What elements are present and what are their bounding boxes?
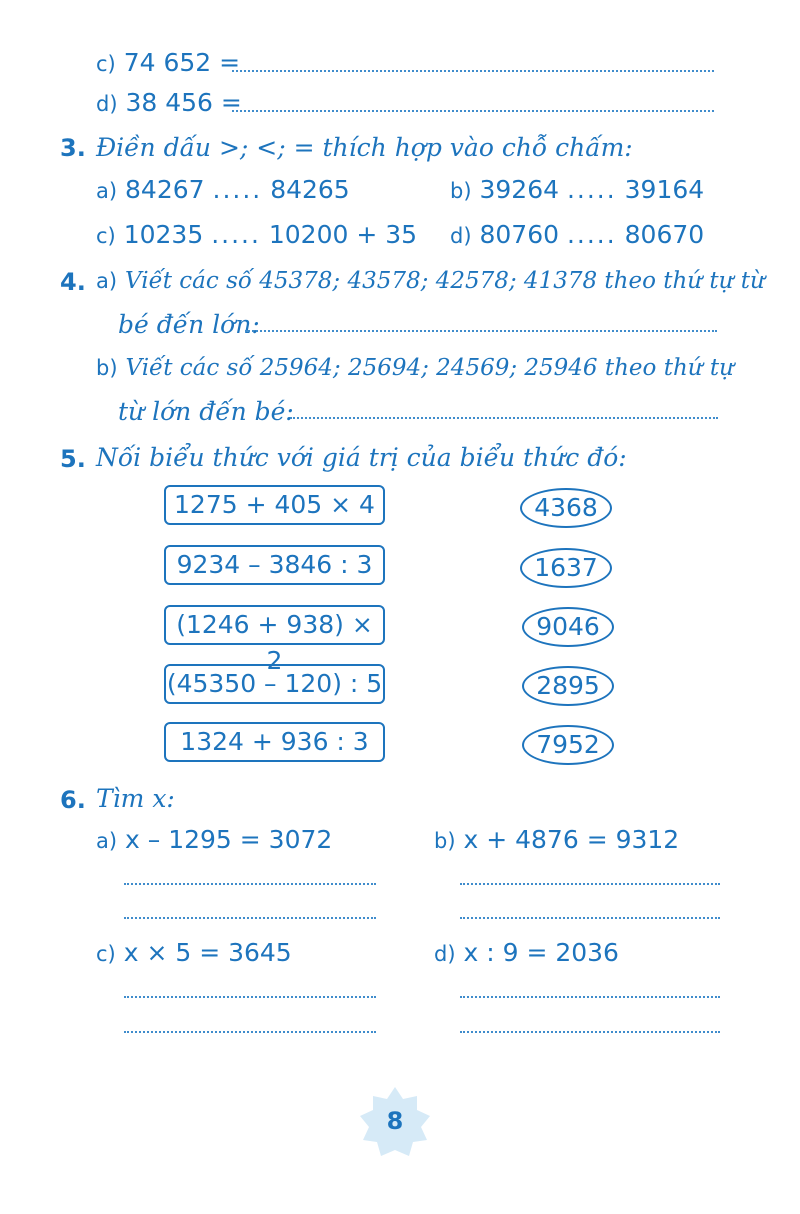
ex3-c-left: 10235 <box>123 220 204 249</box>
ex4-number: 4. <box>60 268 86 296</box>
ex6-c-label: c) <box>96 942 116 966</box>
ex6-number: 6. <box>60 786 86 814</box>
ex3-item-b <box>450 175 704 204</box>
ex4-b-text: Viết các số 25964; 25694; 24569; 25946 theo thứ tự <box>125 355 734 381</box>
ex2-d-label: d) <box>96 92 118 116</box>
value-oval: 1637 <box>520 548 612 588</box>
value-oval: 9046 <box>522 607 614 647</box>
answer-line <box>124 1031 376 1033</box>
ex4-b-label: b) <box>96 356 118 380</box>
ex3-a-dots: ..... <box>212 175 263 204</box>
ex2-item-d <box>96 88 242 117</box>
value-oval: 2895 <box>522 666 614 706</box>
ex4-b-line2: từ lớn đến bé: <box>118 397 294 426</box>
expression-box: (45350 – 120) : 5 <box>164 664 385 704</box>
answer-line <box>245 330 717 332</box>
answer-line <box>460 996 720 998</box>
ex3-c-label: c) <box>96 224 116 248</box>
ex6-item-c <box>96 938 292 967</box>
ex3-a-label: a) <box>96 179 118 203</box>
expression-box: 9234 – 3846 : 3 <box>164 545 385 585</box>
ex2-d-text: 38 456 = <box>125 88 242 117</box>
ex3-number: 3. <box>60 134 86 162</box>
ex6-a-label: a) <box>96 829 118 853</box>
ex2-c-text: 74 652 = <box>123 48 241 77</box>
ex3-title: Điền dấu >; <; = thích hợp vào chỗ chấm: <box>96 133 633 162</box>
ex3-d-dots: ..... <box>566 220 617 249</box>
ex2-c-label: c) <box>96 52 116 76</box>
ex6-b-label: b) <box>434 829 456 853</box>
answer-line <box>124 917 376 919</box>
ex3-b-dots: ..... <box>566 175 617 204</box>
answer-line <box>290 417 718 419</box>
ex6-c-eq: x × 5 = 3645 <box>123 938 292 967</box>
ex3-d-right: 80670 <box>624 220 705 249</box>
page-number: 8 <box>386 1107 404 1135</box>
ex3-d-label: d) <box>450 224 472 248</box>
ex6-item-b <box>434 825 679 854</box>
ex5-number: 5. <box>60 445 86 473</box>
ex4-a-line1 <box>96 265 765 294</box>
ex3-item-a <box>96 175 350 204</box>
ex3-a-right: 84265 <box>270 175 350 204</box>
ex6-item-d <box>434 938 619 967</box>
answer-line <box>232 110 714 112</box>
answer-line <box>124 883 376 885</box>
ex4-b-line1 <box>96 352 734 381</box>
answer-line <box>232 70 714 72</box>
answer-line <box>460 917 720 919</box>
ex6-item-a <box>96 825 332 854</box>
ex6-a-eq: x – 1295 = 3072 <box>125 825 333 854</box>
ex3-item-c <box>96 220 417 249</box>
ex3-item-d <box>450 220 704 249</box>
ex4-a-label: a) <box>96 269 118 293</box>
ex6-d-label: d) <box>434 942 456 966</box>
ex3-c-right: 10200 + 35 <box>268 220 418 249</box>
ex4-a-text: Viết các số 45378; 43578; 42578; 41378 theo thứ tự từ <box>125 268 765 294</box>
ex6-title: Tìm x: <box>96 784 175 813</box>
value-oval: 4368 <box>520 488 612 528</box>
ex3-d-left: 80760 <box>479 220 560 249</box>
ex3-c-dots: ..... <box>211 220 261 249</box>
ex3-a-left: 84267 <box>125 175 205 204</box>
ex3-b-left: 39264 <box>479 175 560 204</box>
ex6-b-eq: x + 4876 = 9312 <box>463 825 680 854</box>
ex2-item-c <box>96 48 240 77</box>
value-oval: 7952 <box>522 725 614 765</box>
expression-box: (1246 + 938) × 2 <box>164 605 385 645</box>
answer-line <box>124 996 376 998</box>
answer-line <box>460 1031 720 1033</box>
ex6-d-eq: x : 9 = 2036 <box>463 938 619 967</box>
expression-box: 1324 + 936 : 3 <box>164 722 385 762</box>
ex4-a-line2: bé đến lớn: <box>118 310 260 339</box>
page-number-badge <box>357 1085 433 1161</box>
expression-box: 1275 + 405 × 4 <box>164 485 385 525</box>
answer-line <box>460 883 720 885</box>
ex3-b-label: b) <box>450 179 472 203</box>
ex5-title: Nối biểu thức với giá trị của biểu thức đó: <box>96 443 627 472</box>
ex3-b-right: 39164 <box>624 175 705 204</box>
